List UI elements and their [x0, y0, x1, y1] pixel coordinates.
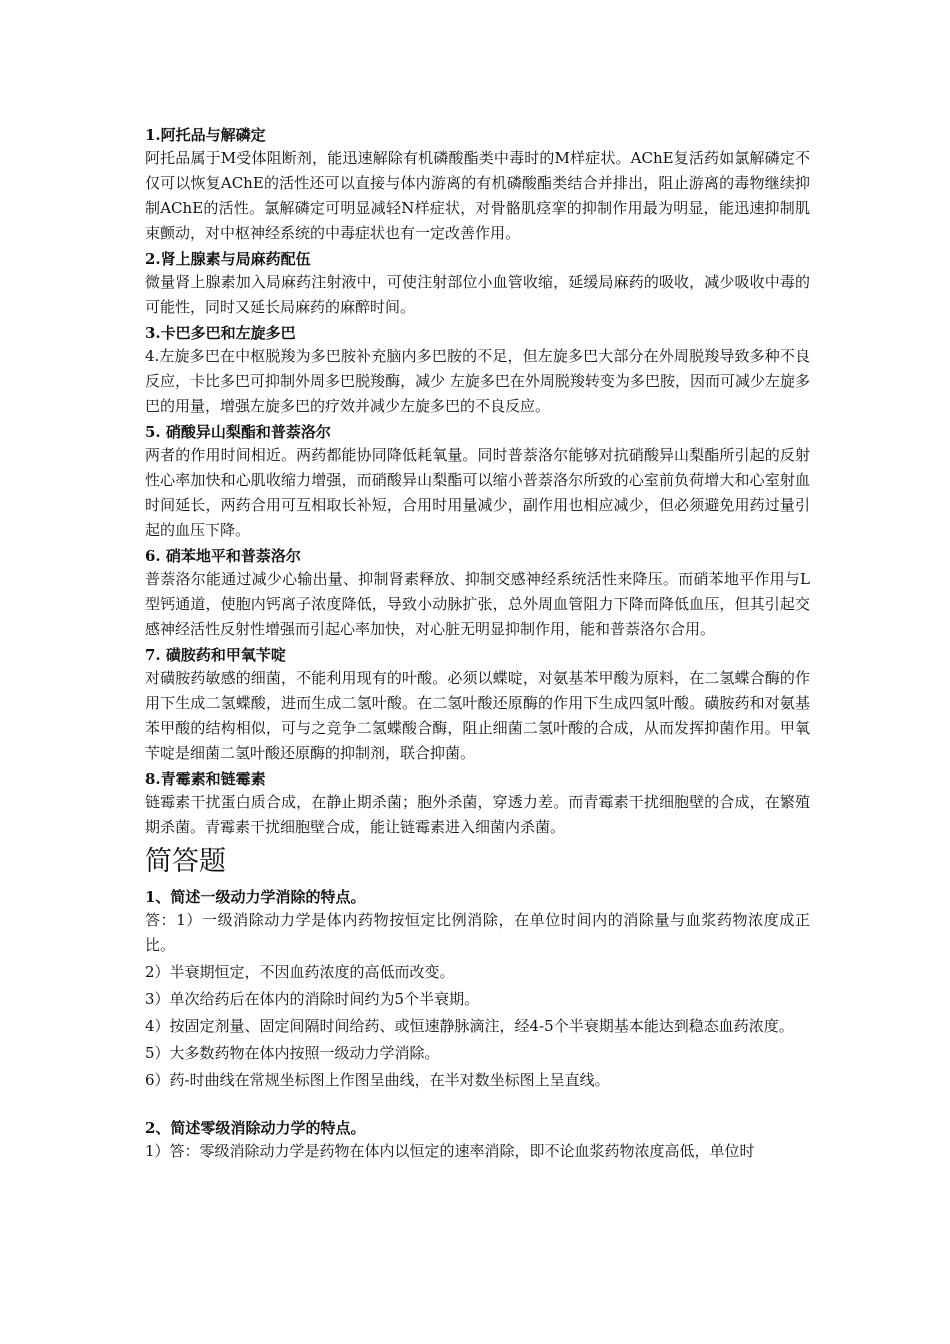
answer-line: 3）单次给药后在体内的消除时间约为5个半衰期。 [145, 990, 480, 1008]
question-title: 1、简述一级动力学消除的特点。 [145, 888, 366, 906]
section-title: 8.青霉素和链霉素 [145, 770, 266, 788]
spacer [145, 1095, 810, 1117]
section-title: 7. 磺胺药和甲氧苄啶 [145, 646, 286, 664]
question-title: 2、简述零级消除动力学的特点。 [145, 1119, 366, 1137]
answer-line: 答：1）一级消除动力学是体内药物按恒定比例消除，在单位时间内的消除量与血浆药物浓度成正比。 [145, 911, 810, 954]
answer-line: 5）大多数药物在体内按照一级动力学消除。 [145, 1044, 440, 1062]
section-text: 4.左旋多巴在中枢脱羧为多巴胺补充脑内多巴胺的不足，但左旋多巴大部分在外周脱羧导致多种不良反应，卡比多巴可抑制外周多巴脱羧酶，减少 左旋多巴在外周脱羧转变为多巴胺，因而可减少左旋多巴的用量，增强左旋多巴的疗效并减少左旋多巴的不良反应。 [145, 347, 810, 415]
answer-line: 2）半衰期恒定，不因血药浓度的高低而改变。 [145, 963, 455, 981]
section-title: 1.阿托品与解磷定 [145, 126, 266, 144]
section-text: 两者的作用时间相近。两药都能协同降低耗氧量。同时普萘洛尔能够对抗硝酸异山梨酯所引起的反射性心率加快和心肌收缩力增强，而硝酸异山梨酯可以缩小普萘洛尔所致的心室前负荷增大和心室射血时间延长，两药合用可互相取长补短，合用时用量减少，副作用也相应减少，但必须避免用药过量引起的血压下降。 [145, 446, 810, 539]
section-title: 5. 硝酸异山梨酯和普萘洛尔 [145, 423, 331, 441]
section-text: 微量肾上腺素加入局麻药注射液中，可使注射部位小血管收缩，延缓局麻药的吸收，减少吸收中毒的可能性，同时又延长局麻药的麻醉时间。 [145, 273, 810, 316]
section-text: 链霉素干扰蛋白质合成，在静止期杀菌；胞外杀菌，穿透力差。而青霉素干扰细胞壁的合成，在繁殖期杀菌。青霉素干扰细胞壁合成，能让链霉素进入细菌内杀菌。 [145, 793, 810, 836]
document-content [145, 124, 810, 1166]
short-answer-heading: 简答题 [145, 846, 226, 877]
answer-line: 1）答：零级消除动力学是药物在体内以恒定的速率消除，即不论血浆药物浓度高低，单位时 [145, 1142, 755, 1160]
answer-line: 6）药-时曲线在常规坐标图上作图呈曲线，在半对数坐标图上呈直线。 [145, 1071, 610, 1089]
section-title: 6. 硝苯地平和普萘洛尔 [145, 547, 301, 565]
section-text: 阿托品属于M受体阻断剂，能迅速解除有机磷酸酯类中毒时的M样症状。AChE复活药如氯解磷定不仅可以恢复AChE的活性还可以直接与体内游离的有机磷酸酯类结合并排出，阻止游离的毒物继续抑制AChE的活性。氯解磷定可明显减轻N样症状，对骨骼肌痉挛的抑制作用最为明显，能迅速抑制肌束颤动，对中枢神经系统的中毒症状也有一定改善作用。 [145, 149, 810, 242]
section-text: 普萘洛尔能通过减少心输出量、抑制肾素释放、抑制交感神经系统活性来降压。而硝苯地平作用与L型钙通道，使胞内钙离子浓度降低，导致小动脉扩张，总外周血管阻力下降而降低血压，但其引起交感神经活性反射性增强而引起心率加快，对心脏无明显抑制作用，能和普萘洛尔合用。 [145, 570, 810, 638]
section-title: 3.卡巴多巴和左旋多巴 [145, 324, 296, 342]
answer-line: 4）按固定剂量、固定间隔时间给药、或恒速静脉滴注，经4-5个半衰期基本能达到稳态血药浓度。 [145, 1017, 794, 1035]
section-text: 对磺胺药敏感的细菌，不能利用现有的叶酸。必须以蝶啶，对氨基苯甲酸为原料，在二氢蝶合酶的作用下生成二氢蝶酸，进而生成二氢叶酸。在二氢叶酸还原酶的作用下生成四氢叶酸。磺胺药和对氨基苯甲酸的结构相似，可与之竞争二氢蝶酸合酶，阻止细菌二氢叶酸的合成，从而发挥抑菌作用。甲氧苄啶是细菌二氢叶酸还原酶的抑制剂，联合抑菌。 [145, 669, 810, 762]
section-title: 2.肾上腺素与局麻药配伍 [145, 250, 311, 268]
